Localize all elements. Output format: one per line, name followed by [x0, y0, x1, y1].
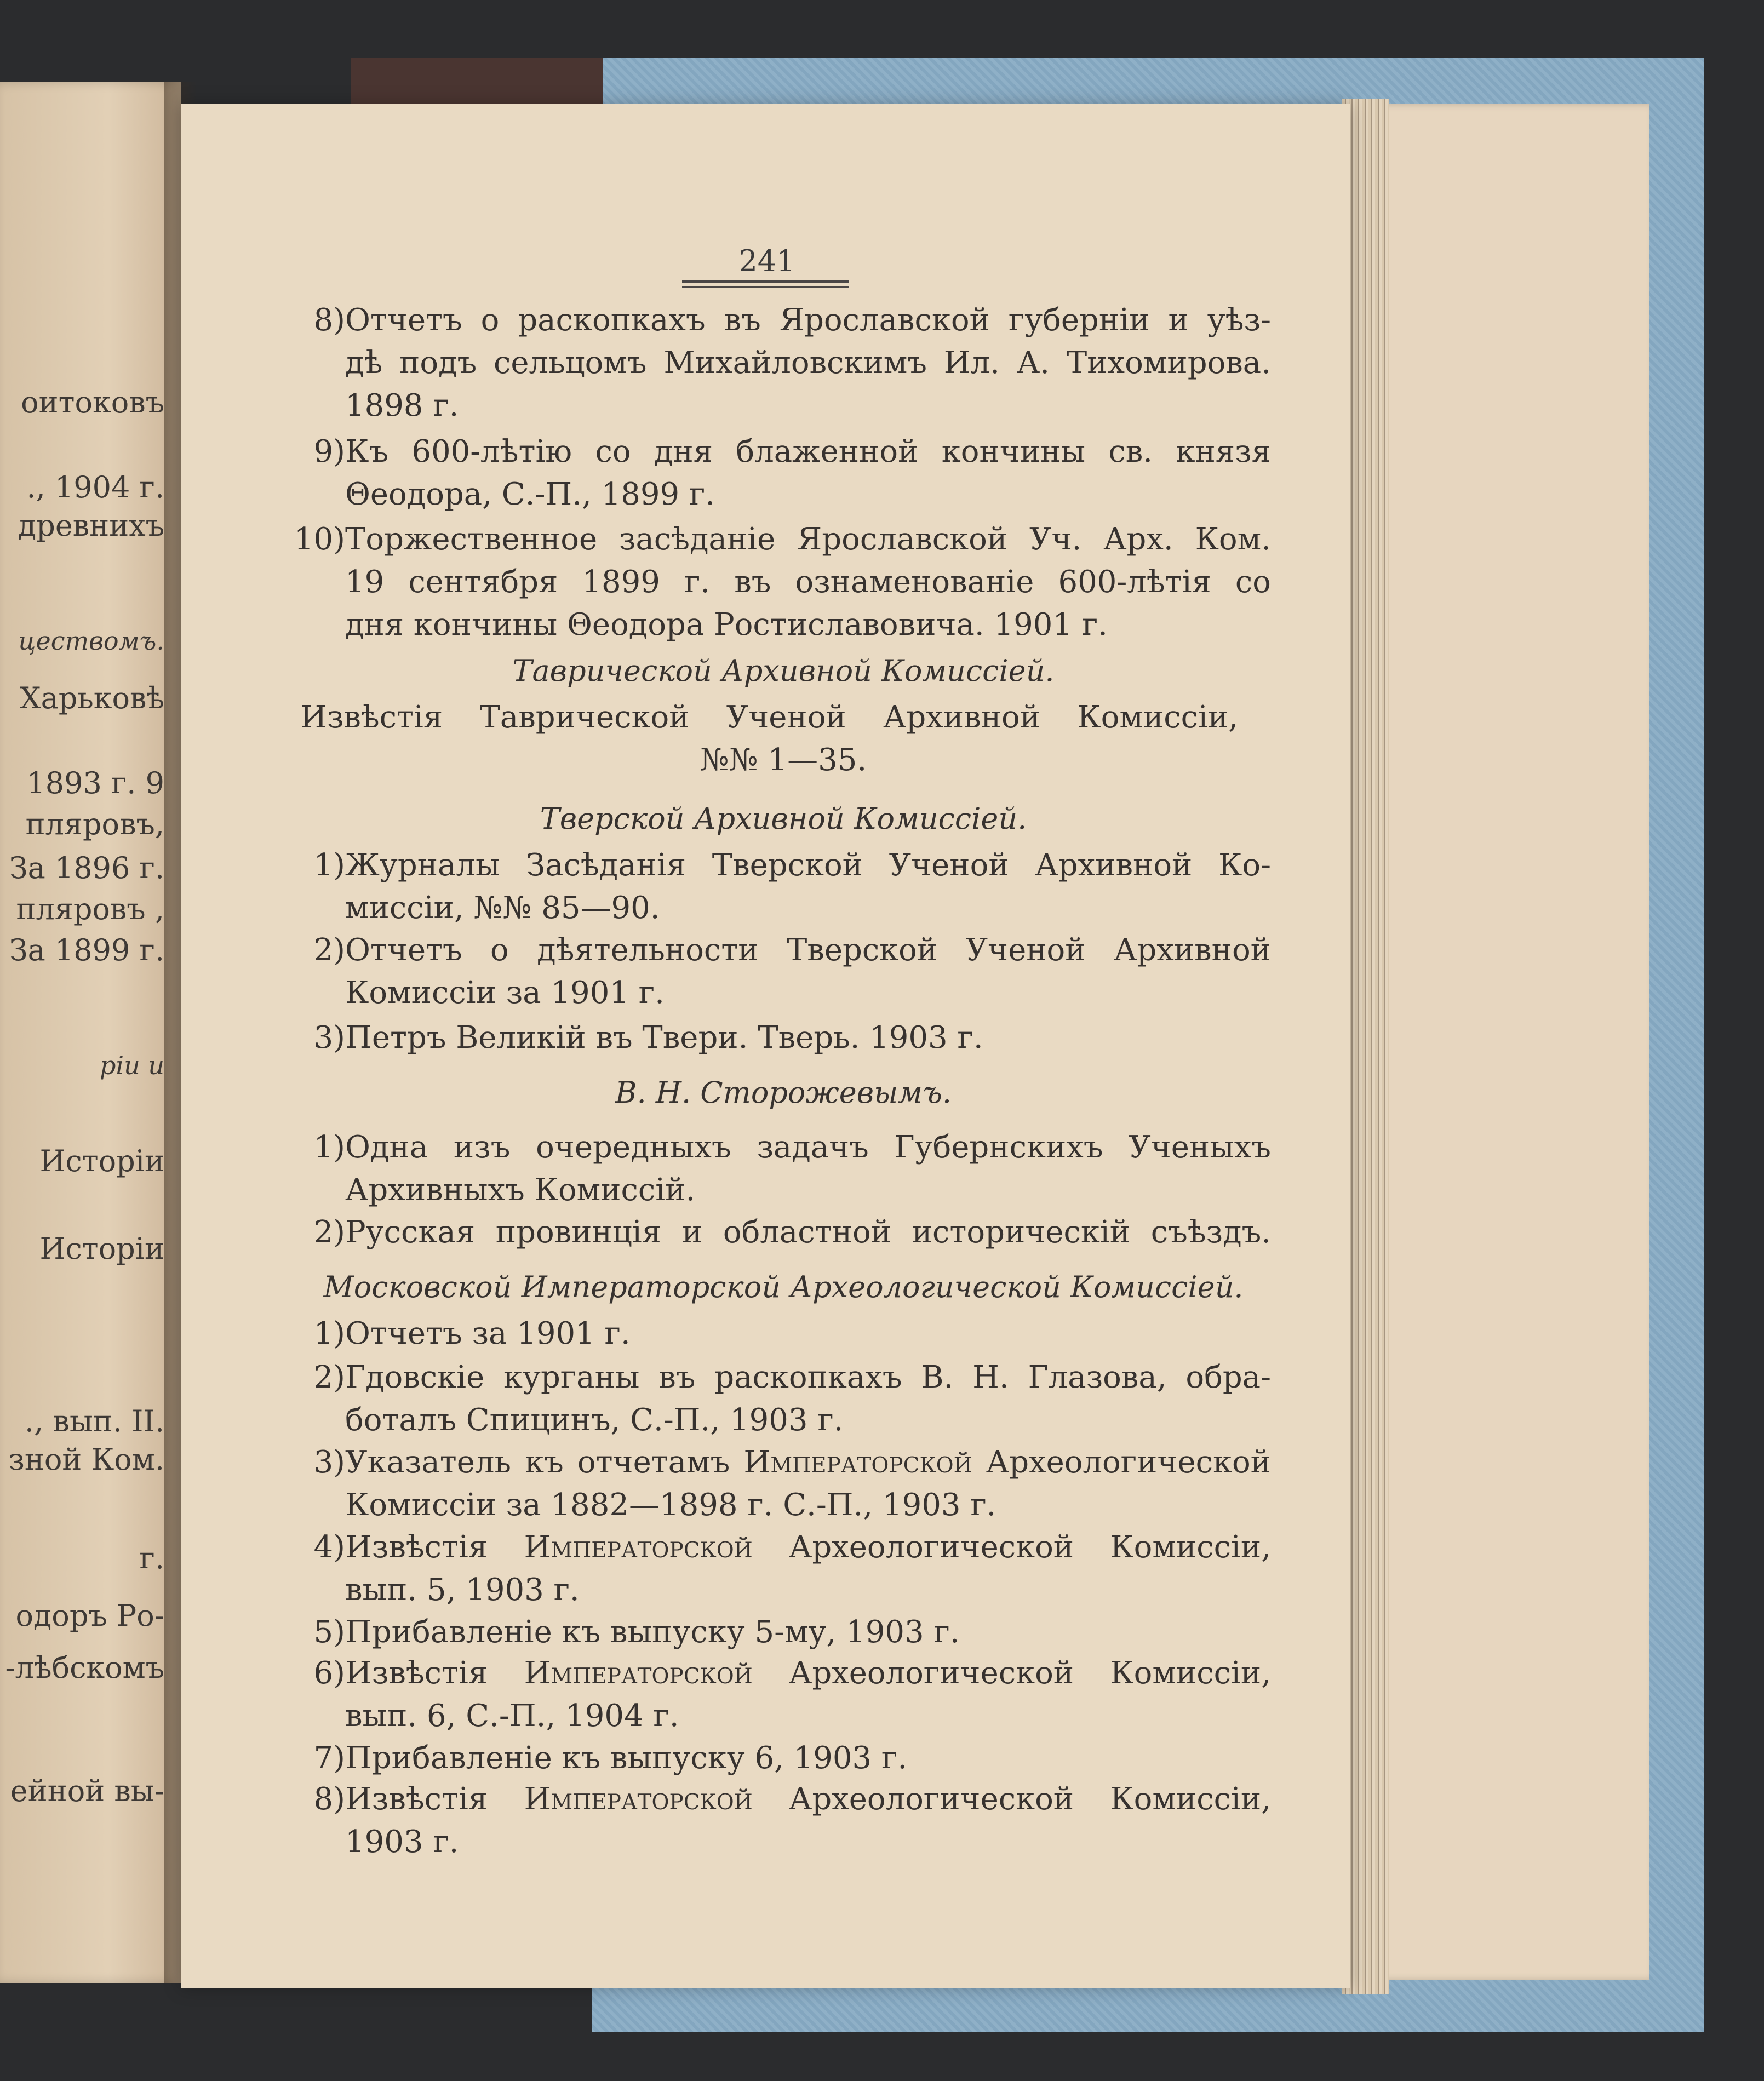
book-spine-strip	[351, 58, 603, 107]
left-page-line-text: пляровъ,	[25, 807, 164, 841]
header-rule-top	[682, 280, 849, 283]
entry-number: 8)	[313, 302, 345, 338]
entry-line: Извѣстія Императорской Археологической Комиссіи,	[345, 1781, 1272, 1817]
left-page-line	[0, 1400, 181, 1443]
entry-line: Отчетъ о дѣятельности Тверской Ученой Архивной	[345, 932, 1271, 968]
entry-line: Θеодора, С.-П., 1899 г.	[345, 477, 715, 512]
entry-number: 5)	[313, 1614, 345, 1650]
left-page-line	[0, 928, 181, 972]
entry-line: Гдовскіе курганы въ раскопкахъ В. Н. Глазова, обра-	[345, 1360, 1271, 1395]
entry-line: Комиссіи за 1882—1898 г. С.-П., 1903 г.	[345, 1487, 996, 1523]
entry-number: 2)	[313, 1360, 345, 1395]
left-page-line-text: цествомъ.	[18, 626, 164, 656]
entry-line: боталъ Спицинъ, С.-П., 1903 г.	[345, 1402, 844, 1438]
small-caps-word: Императорской	[743, 1444, 972, 1480]
small-caps-word: Императорской	[524, 1529, 753, 1565]
left-page-line-text: ., 1904 г.	[26, 470, 164, 505]
small-caps-word: Императорской	[524, 1655, 753, 1691]
entry-number: 7)	[313, 1740, 345, 1776]
entry-line: Русская провинція и областной историческій съѣздъ.	[345, 1214, 1271, 1250]
left-page-line-text: ., вып. II.	[24, 1404, 164, 1438]
entry-number: 4)	[313, 1529, 345, 1565]
entry-line: миссіи, №№ 85—90.	[345, 890, 660, 926]
left-page-line	[0, 1044, 181, 1087]
left-page-line-text: Исторiи	[39, 1144, 164, 1178]
entry-line: 19 сентября 1899 г. въ ознаменованіе 600-лѣтія со	[345, 564, 1271, 600]
left-page-line-text: древнихъ	[18, 508, 164, 543]
entry-number: 2)	[313, 1214, 345, 1250]
entry-line: Прибавленіе къ выпуску 5-му, 1903 г.	[345, 1614, 960, 1650]
left-page-line-text: рiи и	[99, 1051, 164, 1080]
left-page-line	[0, 1769, 181, 1813]
section-heading: Московской Императорской Археологической Комиссіей.	[323, 1270, 1244, 1304]
left-page-line	[0, 1438, 181, 1482]
entry-line: Извѣстія Таврической Ученой Архивной Комиссіи,	[300, 700, 1238, 735]
left-page-line	[0, 466, 181, 509]
left-page-line	[0, 1227, 181, 1271]
left-page-line	[0, 802, 181, 846]
left-page-line	[0, 677, 181, 720]
flyleaf	[1375, 104, 1649, 1980]
section-heading: Тверской Архивной Комиссіей.	[540, 801, 1027, 836]
left-page-line-text: одоръ Ро-	[15, 1598, 164, 1633]
entry-line: вып. 5, 1903 г.	[345, 1572, 580, 1608]
entry-line: Указатель къ отчетамъ Императорской Археологической	[345, 1444, 1271, 1480]
left-page-line-text: За 1896 г.	[9, 851, 164, 885]
left-page-line-text: 1893 г. 9	[26, 766, 164, 800]
entry-number: 1)	[313, 1130, 345, 1165]
entry-line: Къ 600-лѣтію со дня блаженной кончины св. князя	[345, 434, 1271, 469]
left-page-line-text: ейной вы-	[10, 1774, 164, 1808]
entry-line: Архивныхъ Комиссій.	[345, 1172, 696, 1208]
entry-line: Отчетъ за 1901 г.	[345, 1316, 631, 1351]
entry-number: 3)	[313, 1444, 345, 1480]
left-page-line	[0, 381, 181, 425]
entry-number: 8)	[313, 1781, 345, 1817]
entry-number: 10)	[294, 521, 345, 557]
entry-number: 6)	[313, 1655, 345, 1691]
entry-line: вып. 6, С.-П., 1904 г.	[345, 1698, 679, 1734]
entry-line: Торжественное засѣданіе Ярославской Уч. Арх. Ком.	[345, 521, 1271, 557]
small-caps-word: Императорской	[524, 1781, 753, 1817]
left-page-line-text: За 1899 г.	[9, 933, 164, 967]
entry-number: 2)	[313, 932, 345, 968]
left-page-line	[0, 1646, 181, 1690]
left-page-line	[0, 846, 181, 890]
entry-number: 9)	[313, 434, 345, 469]
left-page-line	[0, 1537, 181, 1580]
entry-line: Прибавленіе къ выпуску 6, 1903 г.	[345, 1740, 908, 1776]
entry-number: 1)	[313, 847, 345, 883]
left-page-line	[0, 761, 181, 805]
entry-number: 3)	[313, 1020, 345, 1056]
entry-line: Журналы Засѣданія Тверской Ученой Архивной Ко-	[345, 847, 1271, 883]
left-page-line-text: -лѣбскомъ	[5, 1650, 164, 1685]
left-page-line	[0, 1594, 181, 1638]
entry-number: 1)	[313, 1316, 345, 1351]
header-rule-bottom	[682, 286, 849, 288]
left-page-line	[0, 504, 181, 548]
entry-line: Одна изъ очередныхъ задачъ Губернскихъ Ученыхъ	[345, 1130, 1271, 1165]
entry-line: Комиссіи за 1901 г.	[345, 975, 665, 1011]
entry-line: дѣ подъ сельцомъ Михайловскимъ Ил. А. Тихомирова.	[345, 345, 1271, 381]
section-heading: В. Н. Сторожевымъ.	[615, 1075, 952, 1110]
left-page-line-text: г.	[139, 1541, 164, 1575]
left-page-line-text: Харьковѣ	[20, 681, 164, 715]
entry-line: дня кончины Θеодора Ростиславовича. 1901 г.	[345, 607, 1108, 643]
entry-line: Петръ Великій въ Твери. Тверь. 1903 г.	[345, 1020, 983, 1056]
entry-line: Отчетъ о раскопкахъ въ Ярославской губерніи и уѣз-	[345, 302, 1271, 338]
left-page	[0, 82, 181, 1983]
section-heading: Таврической Архивной Комиссіей.	[512, 653, 1055, 688]
left-page-line	[0, 619, 181, 663]
entry-line: 1898 г.	[345, 388, 459, 423]
entry-line: 1903 г.	[345, 1824, 459, 1860]
entry-line: Извѣстія Императорской Археологической Комиссіи,	[345, 1529, 1272, 1565]
left-page-line-text: пляровъ ,	[16, 892, 164, 926]
entry-line: №№ 1—35.	[700, 742, 867, 778]
left-page-line-text: Исторiи	[39, 1231, 164, 1266]
entry-line: Извѣстія Императорской Археологической Комиссіи,	[345, 1655, 1272, 1691]
left-page-line	[0, 887, 181, 931]
left-page-line-text: оитоковъ	[21, 385, 164, 420]
left-page-line-text: зной Ком.	[8, 1442, 164, 1477]
left-page-line	[0, 1139, 181, 1183]
page-number: 241	[738, 244, 795, 278]
